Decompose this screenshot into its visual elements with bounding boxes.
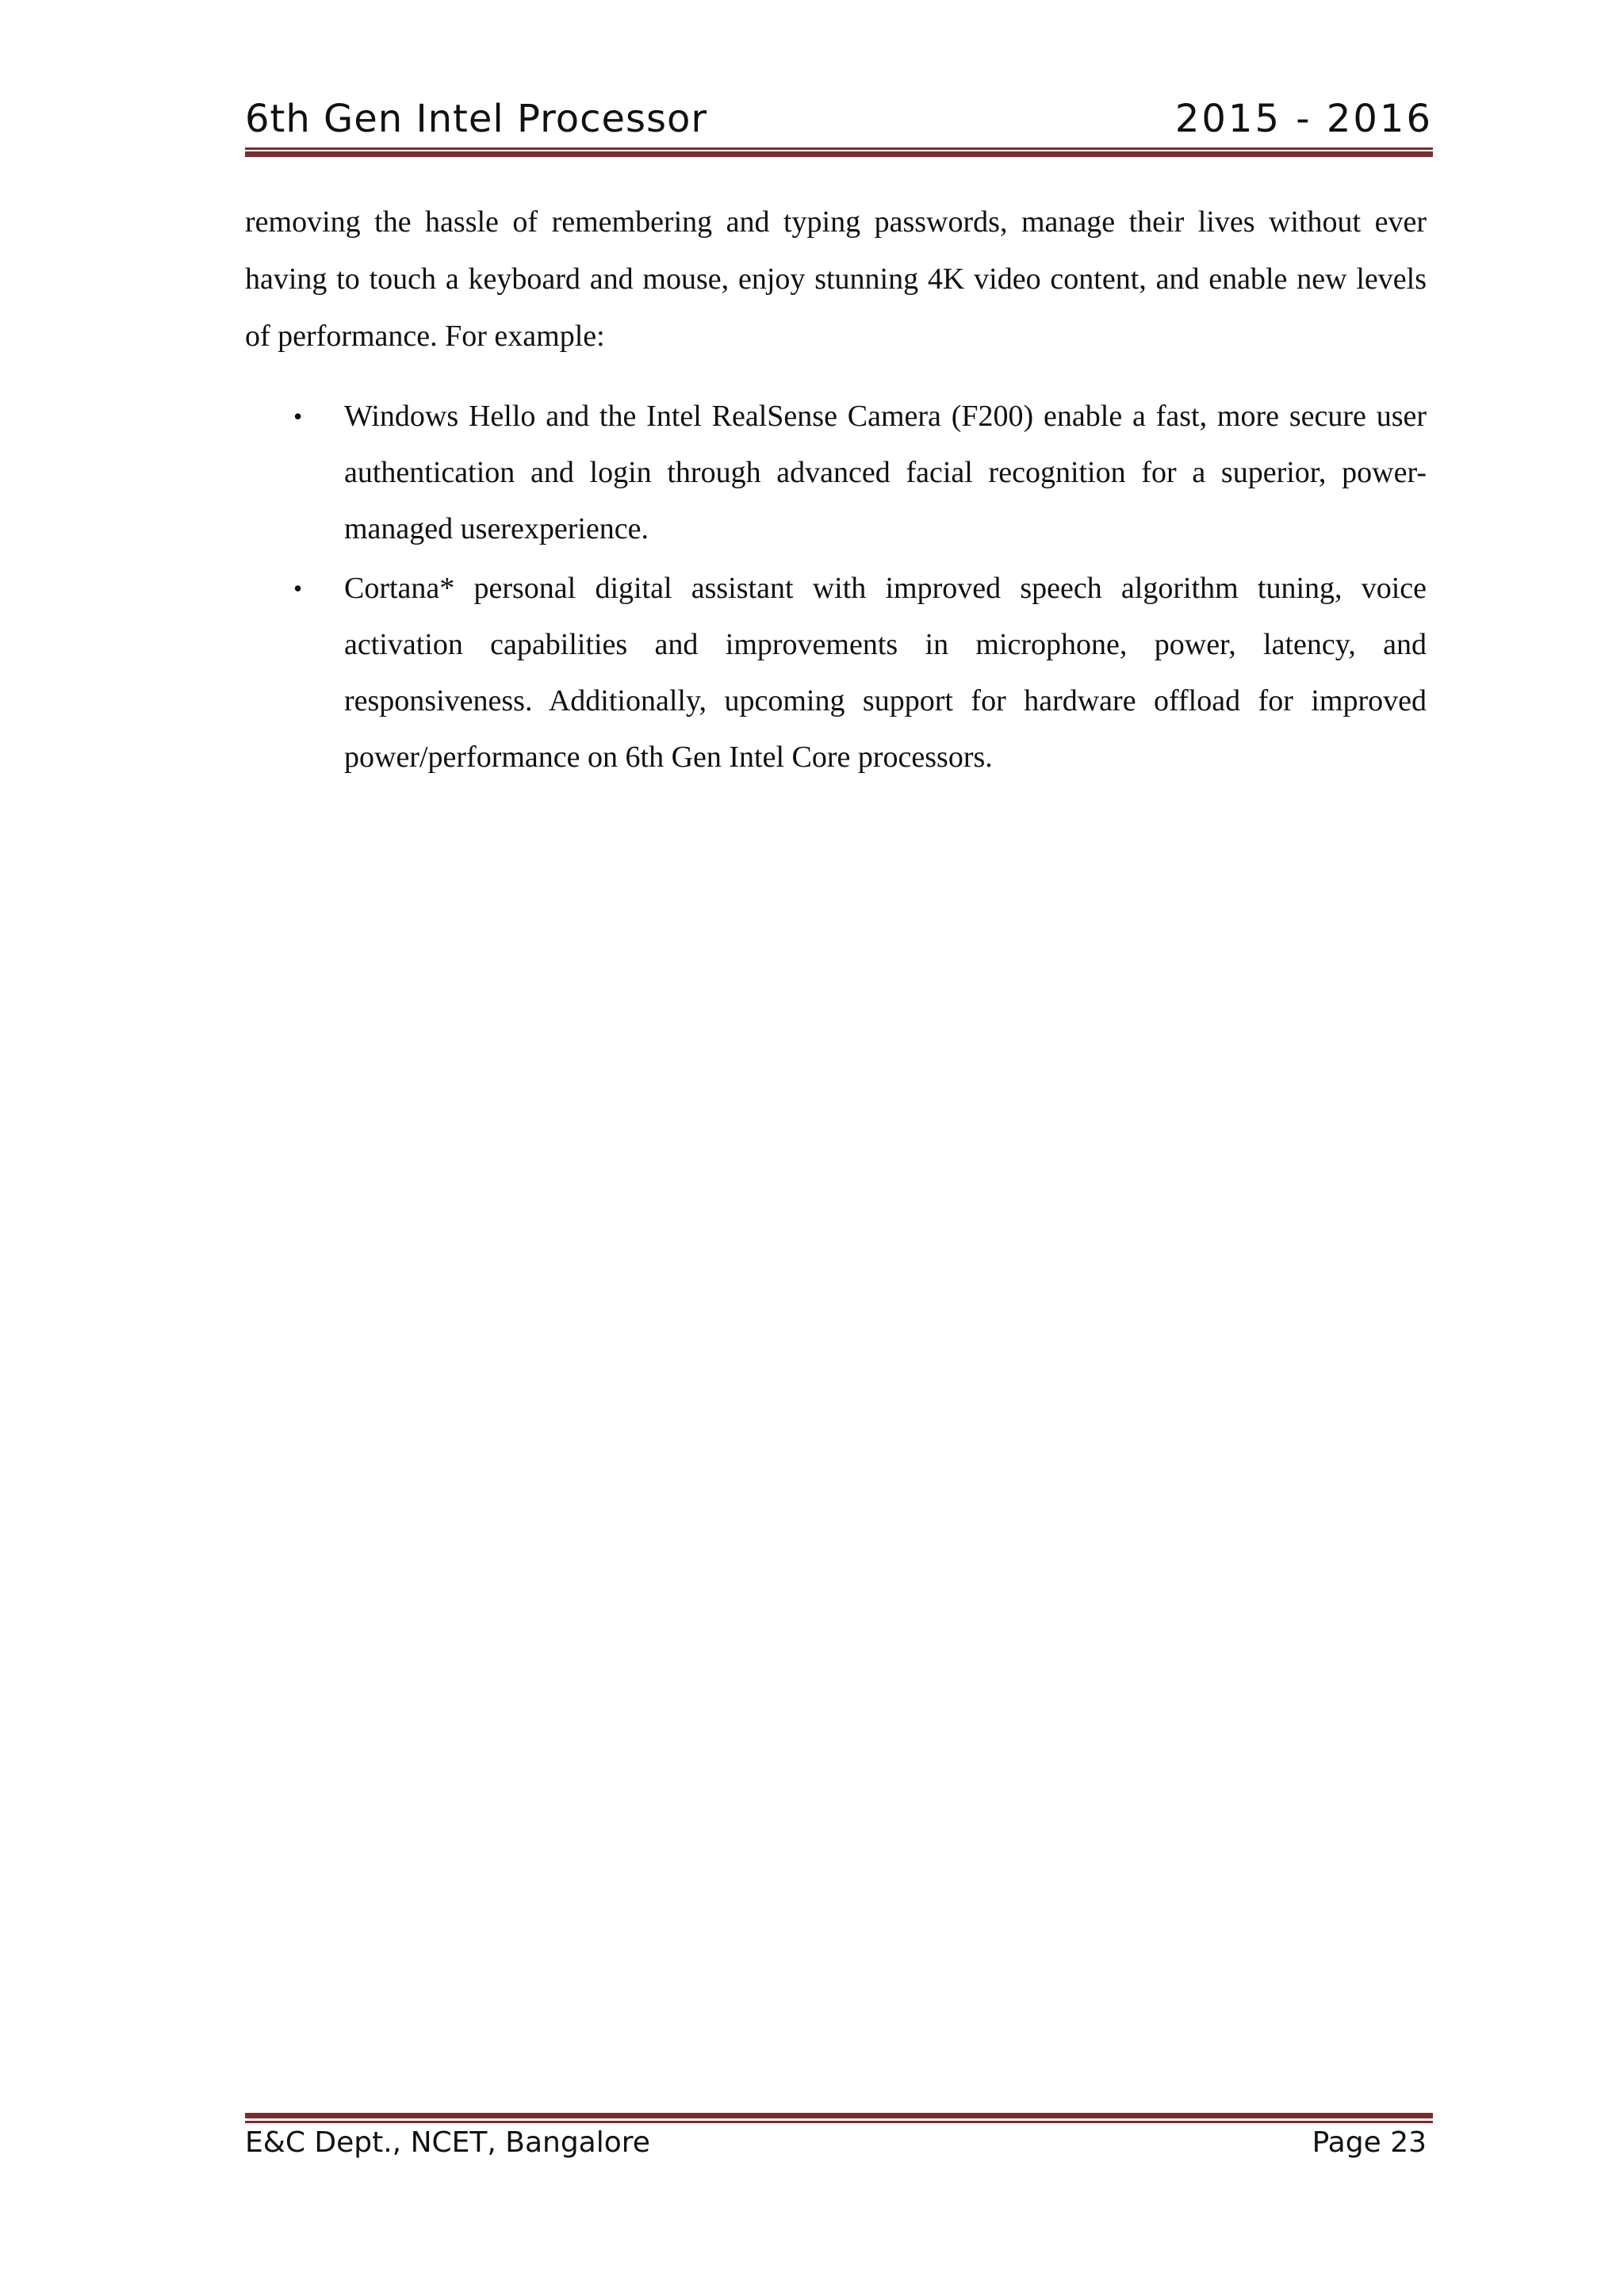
bullet-icon: •: [293, 402, 303, 430]
bullet-icon: •: [293, 574, 303, 603]
bullet-list: [245, 388, 1427, 789]
page-footer: [245, 2126, 1427, 2168]
bullet-text: Cortana* personal digital assistant with improved speech algorithm tuning, voice activation capabilities and improvements in microphone, power, latency, and responsiveness. Additionally, upcoming support for hardware offload for improved power/performance on 6th Gen Intel Core processors.: [344, 572, 1427, 774]
header-rule-thick: [245, 151, 1433, 157]
page-number: Page 23: [1312, 2126, 1427, 2159]
body-paragraph: removing the hassle of remembering and typing passwords, manage their lives without ever having to touch a keyboard and mouse, enjoy stunning 4K video content, and enable new levels of performance. For example:: [245, 205, 1427, 353]
header-year: 2015 - 2016: [1174, 97, 1433, 141]
page-header: [245, 97, 1433, 146]
footer-rule-thin: [245, 2121, 1433, 2123]
header-title: 6th Gen Intel Processor: [245, 97, 708, 141]
header-rule-thin: [245, 147, 1433, 150]
bullet-text: Windows Hello and the Intel RealSense Camera (F200) enable a fast, more secure user authentication and login through advanced facial recognition for a superior, power-managed userexperience.: [344, 400, 1427, 545]
list-item: [245, 388, 1427, 557]
footer-rule-thick: [245, 2113, 1433, 2118]
footer-department: E&C Dept., NCET, Bangalore: [245, 2126, 650, 2159]
list-item: [245, 561, 1427, 786]
